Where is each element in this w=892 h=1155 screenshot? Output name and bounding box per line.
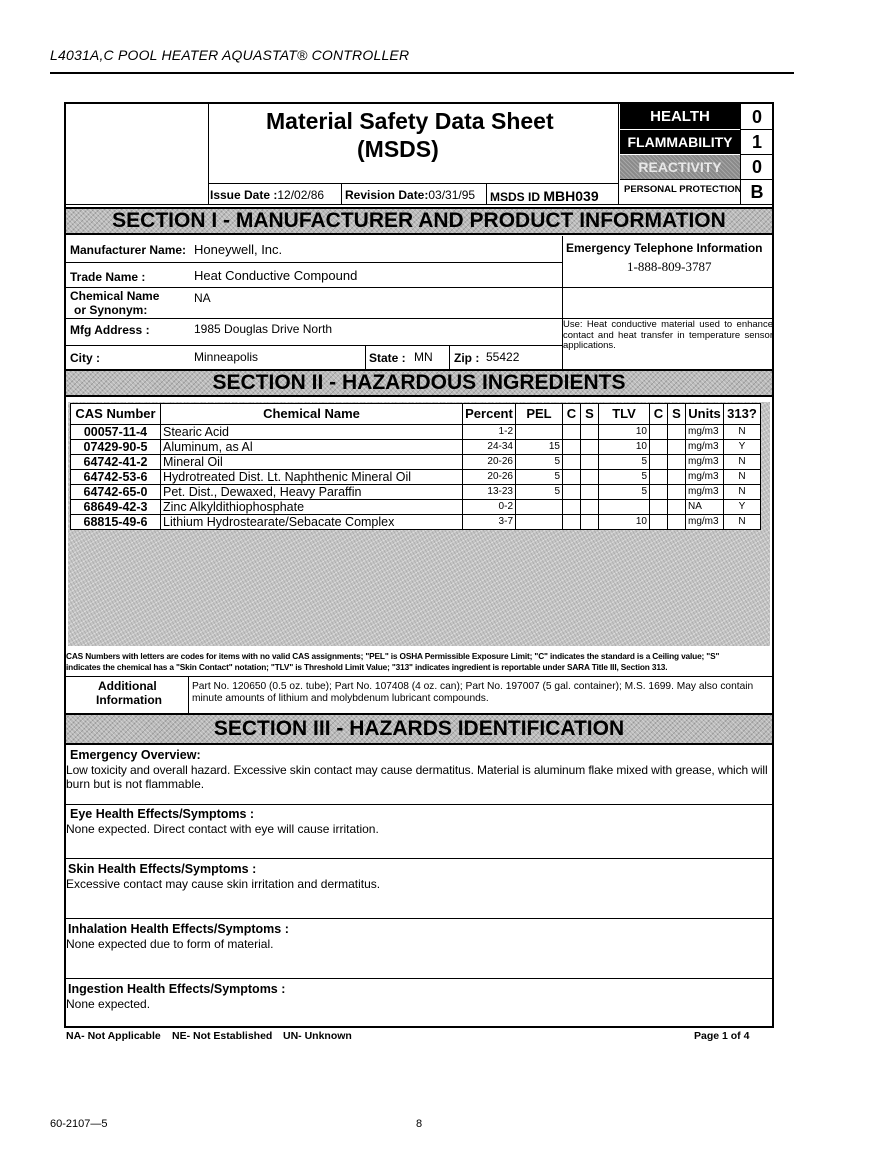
tlv-s: [668, 500, 686, 515]
chemical-name: Stearic Acid: [161, 425, 463, 440]
col-313: 313?: [724, 404, 761, 425]
eye-effects-text: None expected. Direct contact with eye will cause irritation.: [66, 822, 379, 836]
tlv: 10: [599, 425, 650, 440]
city-label: City :: [70, 351, 100, 365]
tlv: 10: [599, 515, 650, 530]
chemical-name-label: Chemical Name: [70, 289, 160, 303]
dates-divider-2: [486, 183, 487, 204]
pel-c: [563, 470, 581, 485]
eye-effects-label: Eye Health Effects/Symptoms :: [70, 807, 255, 821]
sara-313: N: [724, 425, 761, 440]
emergency-label: Emergency Telephone Information: [566, 241, 763, 255]
form-number: 60-2107—5: [50, 1118, 108, 1130]
ingredients-table: [70, 403, 761, 530]
mfg-address-label: Mfg Address :: [70, 323, 150, 337]
document-header: L4031A,C POOL HEATER AQUASTAT® CONTROLLER: [50, 47, 410, 63]
pel-s: [581, 485, 599, 500]
col-percent: Percent: [463, 404, 516, 425]
tlv-c: [650, 455, 668, 470]
legend-na: NA- Not Applicable: [66, 1030, 161, 1042]
legend-ne: NE- Not Established: [172, 1030, 273, 1042]
sara-313: Y: [724, 500, 761, 515]
mfg-address-value: 1985 Douglas Drive North: [194, 322, 333, 336]
percent: 24-34: [463, 440, 516, 455]
tlv: 5: [599, 455, 650, 470]
cas-number: 68649-42-3: [71, 500, 161, 515]
issue-date: [210, 188, 324, 202]
manufacturer-value: Honeywell, Inc.: [194, 242, 283, 257]
percent: 13-23: [463, 485, 516, 500]
city-value: Minneapolis: [194, 350, 259, 364]
dates-divider-1: [341, 183, 342, 204]
health-value: 0: [751, 107, 762, 127]
chemical-name: Pet. Dist., Dewaxed, Heavy Paraffin: [161, 485, 463, 500]
zip-value: 55422: [486, 350, 520, 364]
page-number: 8: [416, 1118, 423, 1130]
state-value: MN: [414, 350, 433, 364]
percent: 0-2: [463, 500, 516, 515]
s3-line-2: [66, 858, 772, 859]
col-pel-c: C: [563, 404, 581, 425]
percent: 1-2: [463, 425, 516, 440]
tlv-c: [650, 485, 668, 500]
table-row: [71, 440, 761, 455]
col-tlv-s: S: [668, 404, 686, 425]
additional-label-1: Additional: [98, 679, 157, 693]
pel: 5: [516, 455, 563, 470]
tlv: 5: [599, 485, 650, 500]
cas-number: 68815-49-6: [71, 515, 161, 530]
cas-number: 64742-65-0: [71, 485, 161, 500]
sara-313: N: [724, 455, 761, 470]
section1-heading: SECTION I - MANUFACTURER AND PRODUCT INFORMATION: [66, 207, 772, 235]
s1-city-div-1: [365, 345, 366, 369]
pel-c: [563, 440, 581, 455]
issue-date-label: Issue Date :: [210, 188, 278, 202]
cas-number: 07429-90-5: [71, 440, 161, 455]
skin-effects-text: Excessive contact may cause skin irritation and dermatitus.: [66, 877, 381, 891]
pel: 15: [516, 440, 563, 455]
tlv: [599, 500, 650, 515]
msds-title: Material Safety Data Sheet: [266, 108, 554, 134]
emergency-overview-2: burn but is not flammable.: [66, 777, 205, 791]
additional-info-1: Part No. 120650 (0.5 oz. tube); Part No. 107408 (4 oz. can); Part No. 197007 (5 gal. container); M.S. 1699. May also contain: [192, 681, 754, 692]
revision-date: [345, 188, 475, 202]
additional-info-2: minute amounts of lithium and molybdenum lubricant compounds.: [192, 693, 489, 704]
reactivity-label: REACTIVITY: [638, 159, 722, 175]
units: NA: [686, 500, 724, 515]
table-row: [71, 470, 761, 485]
title-block-bottom: [66, 204, 772, 205]
cas-number: 64742-53-6: [71, 470, 161, 485]
personal-protection-label: PERSONAL PROTECTION: [624, 184, 742, 195]
hazard-box-divider: [618, 104, 619, 204]
pel: [516, 425, 563, 440]
tlv-s: [668, 515, 686, 530]
protection-value: B: [750, 182, 764, 202]
s3-line-3: [66, 918, 772, 919]
emergency-overview-label: Emergency Overview:: [70, 748, 201, 762]
units: mg/m3: [686, 455, 724, 470]
cas-number: 00057-11-4: [71, 425, 161, 440]
section3-heading: SECTION III - HAZARDS IDENTIFICATION: [66, 713, 772, 745]
col-units: Units: [686, 404, 724, 425]
tlv-s: [668, 425, 686, 440]
pel: [516, 500, 563, 515]
s3-line-1: [66, 804, 772, 805]
table-row: [71, 455, 761, 470]
tlv: 5: [599, 470, 650, 485]
pel-s: [581, 455, 599, 470]
chemical-name: Aluminum, as Al: [161, 440, 463, 455]
trade-name-value: Heat Conductive Compound: [194, 268, 358, 283]
units: mg/m3: [686, 485, 724, 500]
col-pel-s: S: [581, 404, 599, 425]
pel-c: [563, 425, 581, 440]
msds-id-value: MBH039: [543, 188, 599, 204]
cas-number: 64742-41-2: [71, 455, 161, 470]
msds-page-indicator: Page 1 of 4: [694, 1030, 750, 1042]
s2-info-top: [66, 676, 772, 677]
section2-heading: SECTION II - HAZARDOUS INGREDIENTS: [66, 369, 772, 397]
table-row: [71, 515, 761, 530]
emergency-overview-1: Low toxicity and overall hazard. Excessive skin contact may cause dermatitus. Material is aluminum flake mixed with grease, which will: [66, 763, 768, 777]
issue-date-value: 12/02/86: [277, 188, 325, 202]
additional-label-2: Information: [96, 693, 162, 707]
tlv-c: [650, 515, 668, 530]
tlv-c: [650, 470, 668, 485]
s2-info-divider: [188, 676, 189, 713]
percent: 20-26: [463, 455, 516, 470]
flammability-label: FLAMMABILITY: [627, 134, 733, 150]
flammability-value: 1: [751, 132, 762, 152]
col-cas: CAS Number: [71, 404, 161, 425]
pel: 5: [516, 485, 563, 500]
col-tlv-c: C: [650, 404, 668, 425]
table-row: [71, 425, 761, 440]
zip-label: Zip :: [454, 351, 480, 365]
sara-313: N: [724, 515, 761, 530]
health-label: HEALTH: [650, 108, 710, 125]
pel-c: [563, 485, 581, 500]
pel-s: [581, 425, 599, 440]
units: mg/m3: [686, 515, 724, 530]
inhalation-effects-text: None expected due to form of material.: [66, 937, 274, 951]
inhalation-effects-label: Inhalation Health Effects/Symptoms :: [68, 922, 289, 936]
state-label: State :: [369, 351, 406, 365]
abbrev-note-1: CAS Numbers with letters are codes for items with no valid CAS assignments; "PEL" is OSHA Permissible Exposure Limit; "C" indicates the standard is a Ceiling value; "S": [66, 651, 720, 661]
s1-line-4: [66, 345, 562, 346]
ingestion-effects-label: Ingestion Health Effects/Symptoms :: [68, 982, 286, 996]
sara-313: N: [724, 485, 761, 500]
revision-date-value: 03/31/95: [428, 188, 476, 202]
pel-s: [581, 500, 599, 515]
use-description: Use: Heat conductive material used to enhance contact and heat transfer in temperature sensor applications.: [563, 319, 773, 351]
tlv-c: [650, 500, 668, 515]
pel-s: [581, 440, 599, 455]
msds-subtitle: (MSDS): [357, 136, 439, 162]
tlv: 10: [599, 440, 650, 455]
ingestion-effects-text: None expected.: [66, 997, 151, 1011]
s1-line-2r: [562, 287, 772, 288]
abbrev-note-2: indicates the chemical has a "Skin Contact" notation; "TLV" is Threshold Limit Value; "313" indicates ingredient is reportable under SARA Title III, Section 313.: [66, 662, 668, 672]
chemical-name: Zinc Alkyldithiophosphate: [161, 500, 463, 515]
legend-un: UN- Unknown: [283, 1030, 352, 1042]
header-rule: [50, 72, 794, 74]
s3-line-4: [66, 978, 772, 979]
col-pel: PEL: [516, 404, 563, 425]
chemical-name: Lithium Hydrostearate/Sebacate Complex: [161, 515, 463, 530]
reactivity-value: 0: [751, 157, 762, 177]
chemical-name-value: NA: [194, 291, 211, 305]
pel-s: [581, 515, 599, 530]
sara-313: N: [724, 470, 761, 485]
units: mg/m3: [686, 470, 724, 485]
logo-box-divider: [208, 104, 209, 204]
percent: 3-7: [463, 515, 516, 530]
tlv-c: [650, 425, 668, 440]
sara-313: Y: [724, 440, 761, 455]
emergency-phone: 1-888-809-3787: [627, 259, 712, 274]
tlv-s: [668, 440, 686, 455]
dates-row-top: [208, 183, 618, 184]
pel-c: [563, 455, 581, 470]
table-row: [71, 500, 761, 515]
chemical-name: Mineral Oil: [161, 455, 463, 470]
ingredients-header-row: [71, 404, 761, 425]
pel: [516, 515, 563, 530]
s1-line-1: [66, 262, 562, 263]
table-row: [71, 485, 761, 500]
chemical-name: Hydrotreated Dist. Lt. Naphthenic Mineral Oil: [161, 470, 463, 485]
revision-date-label: Revision Date:: [345, 188, 429, 202]
percent: 20-26: [463, 470, 516, 485]
col-chemical-name: Chemical Name: [161, 404, 463, 425]
manufacturer-label: Manufacturer Name:: [70, 243, 187, 257]
s1-city-div-2: [449, 345, 450, 369]
tlv-s: [668, 485, 686, 500]
msds-id-label: MSDS ID: [490, 190, 541, 204]
pel-s: [581, 470, 599, 485]
trade-name-label: Trade Name :: [70, 270, 146, 284]
s1-line-2: [66, 287, 562, 288]
pel-c: [563, 500, 581, 515]
msds-id: [490, 188, 599, 204]
tlv-c: [650, 440, 668, 455]
units: mg/m3: [686, 425, 724, 440]
tlv-s: [668, 470, 686, 485]
tlv-s: [668, 455, 686, 470]
skin-effects-label: Skin Health Effects/Symptoms :: [68, 862, 257, 876]
pel-c: [563, 515, 581, 530]
col-tlv: TLV: [599, 404, 650, 425]
synonym-label: or Synonym:: [74, 303, 148, 317]
pel: 5: [516, 470, 563, 485]
units: mg/m3: [686, 440, 724, 455]
